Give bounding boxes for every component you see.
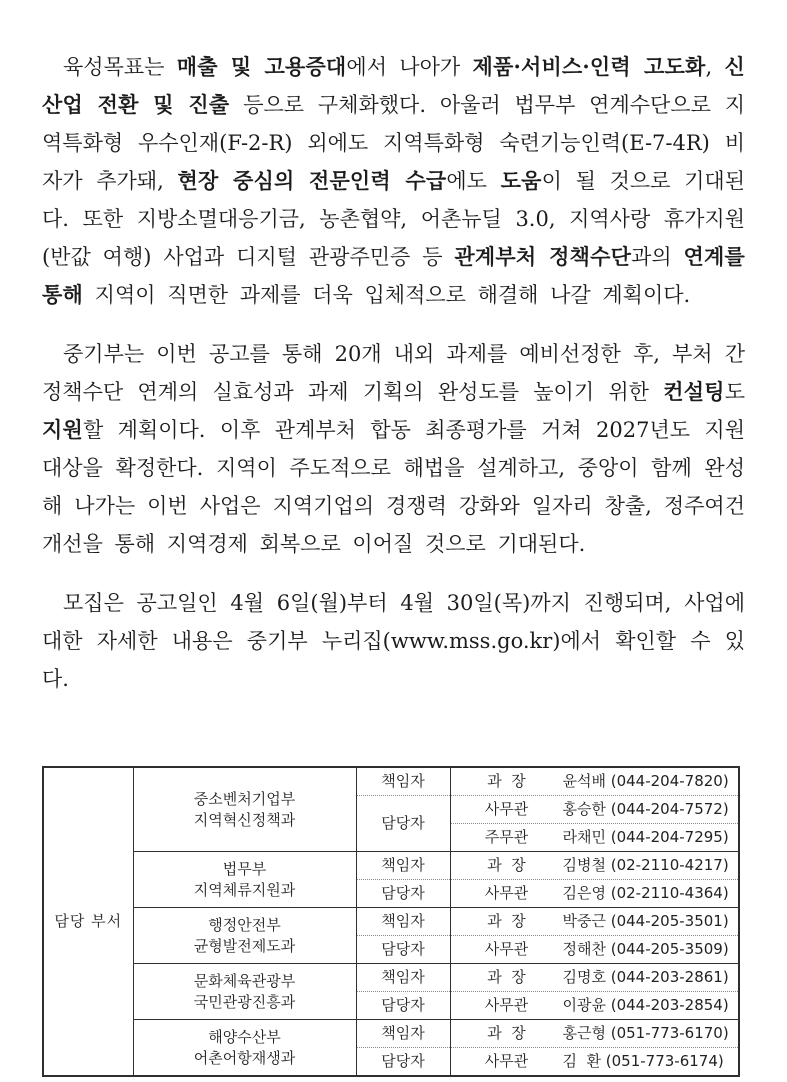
job-title: 사무관	[484, 940, 529, 958]
contact-info: 정해찬 (044-205-3509)	[562, 940, 729, 958]
contact-cell-content	[451, 964, 739, 991]
agency-line: 법무부	[222, 859, 267, 878]
role-cell: 담당자	[356, 796, 450, 852]
contact-info: 이광윤 (044-203-2854)	[562, 996, 729, 1014]
contact-table	[42, 766, 740, 1077]
text-run: 할 계획이다. 이후 관계부처 합동 최종평가를 거쳐 2027년도 지원 대상을 확정한다. 지역이 주도적으로 해법을 설계하고, 중앙이 함께 완성해 나가는 이번 사업은 지역기업의 경쟁력 강화와 일자리 창출, 정주여건 개선을 통해 지역경제 회복으로 이어질 것으로 기대된다.	[42, 418, 745, 556]
contact-cell-content	[451, 908, 739, 935]
table-row	[43, 767, 739, 796]
table-row	[43, 852, 739, 880]
role-cell: 책임자	[356, 767, 450, 796]
body-text	[42, 48, 745, 698]
agency-line: 균형발전제도과	[193, 936, 296, 955]
contact-info: 홍승한 (044-204-7572)	[562, 800, 729, 818]
contact-info: 라채민 (044-204-7295)	[562, 828, 729, 846]
contact-cell	[450, 908, 739, 936]
contact-cell	[450, 992, 739, 1020]
job-title: 과 장	[487, 856, 526, 874]
text-run: 에서 나아가	[346, 55, 473, 79]
role-cell: 책임자	[356, 1020, 450, 1048]
text-run: 도	[724, 380, 745, 404]
agency-line: 지역혁신정책과	[193, 810, 296, 829]
dept-header-cell: 담당 부서	[54, 912, 123, 930]
table-row	[43, 964, 739, 992]
text-run: 신산업 전환 및 진출	[42, 54, 745, 117]
contact-cell-content	[451, 768, 739, 795]
agency-cell	[133, 767, 356, 852]
role-cell: 담당자	[356, 880, 450, 908]
contact-cell	[450, 767, 739, 796]
paragraph	[42, 584, 745, 698]
text-run: 현장 중심의 전문인력 수급	[177, 168, 447, 193]
text-run: 컨설팅	[663, 379, 725, 404]
job-title: 사무관	[484, 800, 529, 818]
agency-cell	[133, 964, 356, 1020]
job-title: 주무관	[484, 828, 529, 846]
agency-line: 어촌어항재생과	[193, 1048, 296, 1067]
job-title: 과 장	[487, 772, 526, 790]
job-title: 사무관	[484, 884, 529, 902]
contact-info: 홍근형 (051-773-6170)	[562, 1024, 729, 1042]
contact-cell	[450, 852, 739, 880]
text-run: ,	[705, 55, 725, 79]
contact-cell	[450, 796, 739, 824]
text-run: 관계부처 정책수단	[454, 244, 632, 269]
text-run: 과의	[631, 245, 684, 269]
agency-cell	[133, 852, 356, 908]
contact-cell	[450, 936, 739, 964]
contact-cell-content	[451, 1020, 739, 1047]
contact-cell-content	[451, 796, 739, 823]
contact-cell-content	[451, 1048, 739, 1075]
agency-line: 행정안전부	[208, 915, 281, 934]
text-run: 지원	[42, 417, 83, 442]
contact-cell-content	[451, 824, 739, 851]
role-cell: 책임자	[356, 964, 450, 992]
text-run: 연계를 통해	[42, 244, 746, 307]
role-cell: 책임자	[356, 852, 450, 880]
contact-cell	[450, 1048, 739, 1077]
role-cell: 담당자	[356, 936, 450, 964]
text-run: 지역이 직면한 과제를 더욱 입체적으로 해결해 나갈 계획이다.	[82, 283, 691, 307]
contact-cell-content	[451, 992, 739, 1019]
contact-cell-content	[451, 936, 739, 963]
contact-info: 김은영 (02-2110-4364)	[562, 884, 729, 902]
agency-cell	[133, 1020, 356, 1077]
text-run: 도움	[500, 168, 542, 193]
role-cell: 담당자	[356, 992, 450, 1020]
contact-cell	[450, 880, 739, 908]
agency-line: 해양수산부	[208, 1027, 281, 1046]
contact-cell-content	[451, 852, 739, 879]
agency-cell	[133, 908, 356, 964]
agency-line: 지역체류지원과	[193, 880, 296, 899]
role-cell: 담당자	[356, 1048, 450, 1077]
text-run: 모집은 공고일인 4월 6일(월)부터 4월 30일(목)까지 진행되며, 사업에 대한 자세한 내용은 중기부 누리집(www.mss.go.kr)에서 확인할 수 있다.	[42, 591, 745, 691]
paragraph	[42, 335, 745, 563]
paragraph	[42, 48, 745, 314]
contact-cell-content	[451, 880, 739, 907]
agency-line: 중소벤처기업부	[193, 789, 296, 808]
text-run: 매출 및 고용증대	[176, 54, 347, 79]
text-run: 중기부는 이번 공고를 통해 20개 내외 과제를 예비선정한 후, 부처 간 정책수단 연계의 실효성과 과제 기획의 완성도를 높이기 위한	[42, 342, 745, 404]
role-cell: 책임자	[356, 908, 450, 936]
job-title: 사무관	[484, 1052, 529, 1070]
agency-line: 국민관광진흥과	[193, 992, 296, 1011]
job-title: 과 장	[487, 912, 526, 930]
contact-cell	[450, 824, 739, 852]
text-run: 등으로 구체화했다. 아울러 법무부 연계수단으로 지역특화형 우수인재(F-2-R) 외에도 지역특화형 숙련기능인력(E-7-4R) 비자가 추가돼,	[42, 93, 746, 193]
contact-info: 김 환 (051-773-6174)	[562, 1052, 724, 1070]
contact-cell	[450, 964, 739, 992]
table-row	[43, 908, 739, 936]
table-row	[43, 1020, 739, 1048]
contact-cell	[450, 1020, 739, 1048]
text-run: 제품·서비스·인력 고도화	[472, 54, 706, 79]
contact-info: 박중근 (044-205-3501)	[562, 912, 729, 930]
text-run: 에도	[446, 169, 501, 193]
contact-info: 김병철 (02-2110-4217)	[562, 856, 729, 874]
contact-info: 김명호 (044-203-2861)	[562, 968, 729, 986]
text-run: 이 될 것으로 기대된다. 또한 지방소멸대응기금, 농촌협약, 어촌뉴딜 3.0, 지역사랑 휴가지원(반값 여행) 사업과 디지털 관광주민증 등	[42, 169, 745, 269]
job-title: 과 장	[487, 968, 526, 986]
agency-line: 문화체육관광부	[193, 971, 296, 990]
contact-info: 윤석배 (044-204-7820)	[562, 772, 729, 790]
job-title: 사무관	[484, 996, 529, 1014]
job-title: 과 장	[487, 1024, 526, 1042]
text-run: 육성목표는	[63, 55, 177, 79]
